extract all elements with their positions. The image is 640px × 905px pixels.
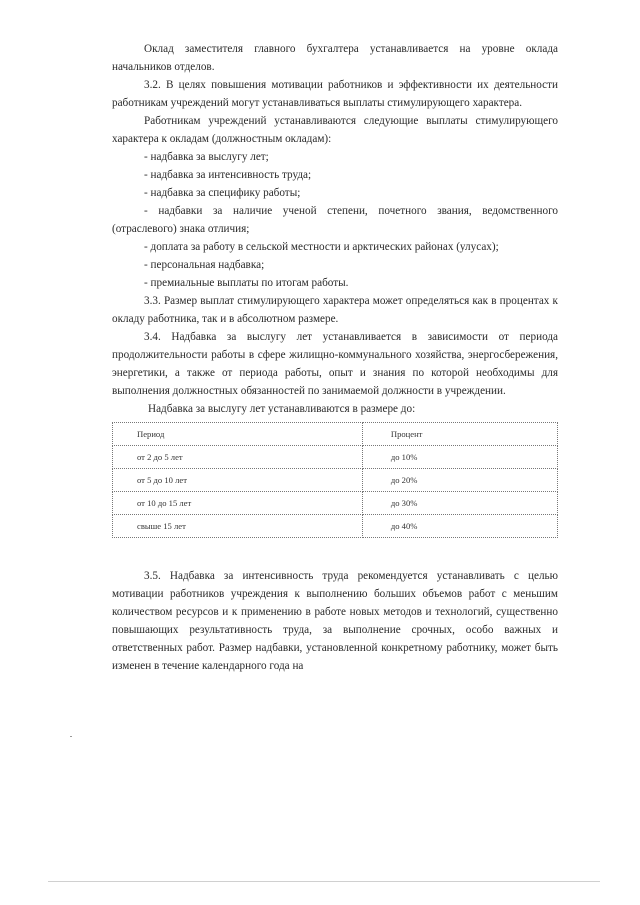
table-cell: от 10 до 15 лет — [113, 492, 363, 515]
list-item: - персональная надбавка; — [144, 259, 265, 271]
table-cell: до 20% — [362, 469, 557, 492]
list-item: - надбавка за выслугу лет; — [144, 151, 269, 163]
table-intro: Надбавка за выслугу лет устанавливаются в размере до: — [148, 403, 416, 415]
table-row — [113, 469, 558, 492]
table-cell: от 5 до 10 лет — [113, 469, 363, 492]
table-row — [113, 446, 558, 469]
table-cell: до 30% — [362, 492, 557, 515]
table-row — [113, 492, 558, 515]
document-page — [112, 40, 558, 675]
paragraph-3-3: 3.3. Размер выплат стимулирующего характера может определяться как в процентах к окладу работника, так и в абсолютном размере. — [112, 295, 558, 325]
paragraph-3-4: 3.4. Надбавка за выслугу лет устанавливается в зависимости от периода продолжительности работы в сфере жилищно-коммунального хозяйства, энергосбережения, энергетики, а также от периода работы, опыт и знания по которой необходимы для выполнения должностных обязанностей по занимаемой должности в учреждении. — [112, 331, 558, 397]
table-cell: свыше 15 лет — [113, 515, 363, 538]
scan-artifact — [70, 736, 72, 737]
paragraph-stimulating-payments: Работникам учреждений устанавливаются следующие выплаты стимулирующего характера к окладам (должностным окладам): — [112, 115, 558, 145]
table-cell: до 40% — [362, 515, 557, 538]
list-item: - надбавка за специфику работы; — [144, 187, 301, 199]
table-row — [113, 515, 558, 538]
table-header-cell: Период — [113, 423, 363, 446]
list-item: - премиальные выплаты по итогам работы. — [144, 277, 349, 289]
footer-divider — [48, 881, 600, 882]
list-item: - надбавки за наличие ученой степени, почетного звания, ведомственного (отраслевого) знака отличия; — [112, 205, 558, 235]
list-item: - надбавка за интенсивность труда; — [144, 169, 312, 181]
paragraph-3-2: 3.2. В целях повышения мотивации работников и эффективности их деятельности работникам учреждений могут устанавливаться выплаты стимулирующего характера. — [112, 79, 558, 109]
table-cell: до 10% — [362, 446, 557, 469]
paragraph-3-5: 3.5. Надбавка за интенсивность труда рекомендуется устанавливать с целью мотивации работников учреждения к выполнению больших объемов работ с меньшим количеством ресурсов и к применению в работе новых методов и технологий, существенно повышающих результативность труда, за выполнение срочных, особо важных и ответственных работ. Размер надбавки, установленной конкретному работнику, может быть изменен в течение календарного года на — [112, 570, 558, 672]
table-cell: от 2 до 5 лет — [113, 446, 363, 469]
list-item: - доплата за работу в сельской местности и арктических районах (улусах); — [144, 241, 499, 253]
paragraph-salary-deputy: Оклад заместителя главного бухгалтера устанавливается на уровне оклада начальников отделов. — [112, 43, 558, 73]
table-header-row — [113, 423, 558, 446]
seniority-table — [112, 422, 558, 538]
table-header-cell: Процент — [362, 423, 557, 446]
